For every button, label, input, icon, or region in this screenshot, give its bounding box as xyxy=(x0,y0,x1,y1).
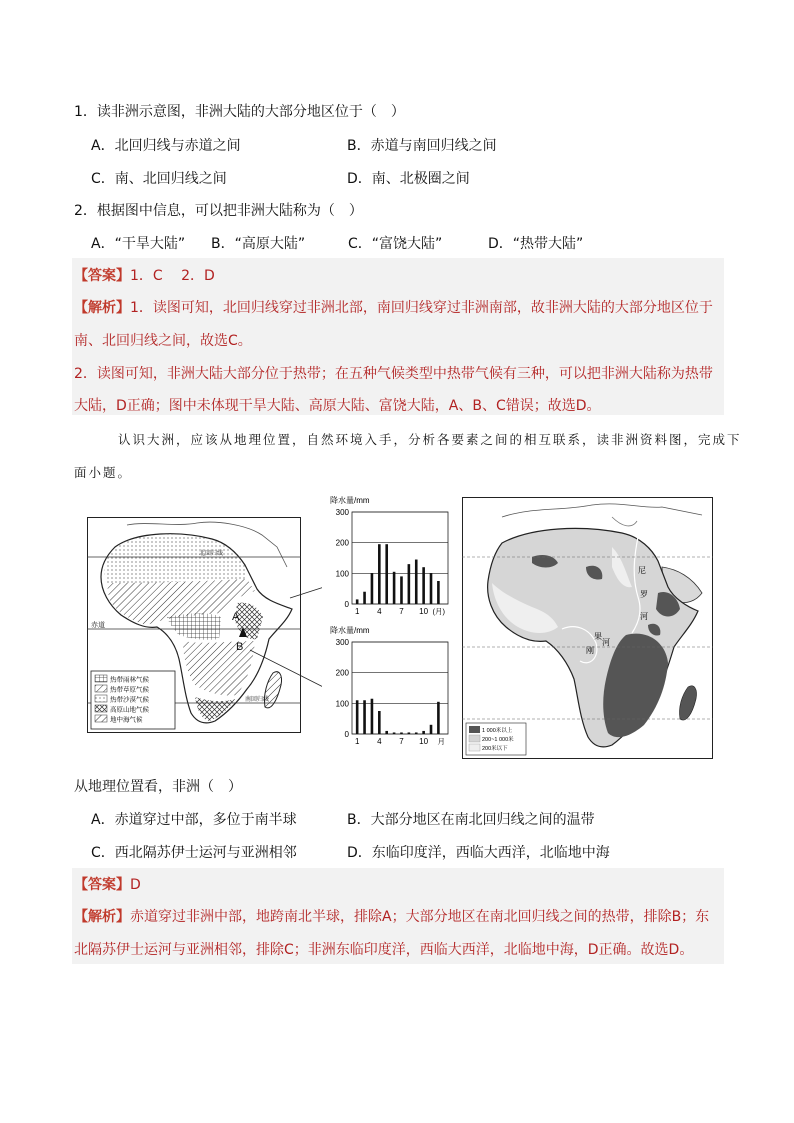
legend-item: 热带草原气候 xyxy=(110,686,149,694)
bar-6 xyxy=(393,732,396,734)
q1-option-b: B．赤道与南回归线之间 xyxy=(347,138,497,154)
river-congo-label: 果 xyxy=(594,632,602,641)
legend-item: 热带沙漠气候 xyxy=(110,696,149,704)
explanation-1-line-1: 【解析】1．读图可知，北回归线穿过非洲北部，南回归线穿过非洲南部，故非洲大陆的大部分地区位于 xyxy=(74,300,713,316)
chart-title: 降水量/mm xyxy=(330,626,370,635)
bar-5 xyxy=(385,544,388,604)
bar-4 xyxy=(378,711,381,734)
chart-title: 降水量/mm xyxy=(330,496,370,505)
y-tick-label: 300 xyxy=(335,638,349,647)
bar-5 xyxy=(385,731,388,734)
bar-10 xyxy=(422,567,425,604)
x-tick-label: 10 xyxy=(419,607,429,616)
river-congo-label: 刚 xyxy=(586,646,594,655)
point-a: A xyxy=(232,611,240,623)
q1-option-d: D．南、北极圈之间 xyxy=(347,171,470,187)
q3-stem: 从地理位置看，非洲（ ） xyxy=(74,779,242,795)
answer-tag: 【答案】 xyxy=(74,877,130,893)
q2-stem: 2．根据图中信息，可以把非洲大陆称为（ ） xyxy=(74,203,363,219)
river-congo-label: 河 xyxy=(602,638,610,647)
bar-7 xyxy=(400,732,403,734)
y-tick-label: 0 xyxy=(344,730,349,739)
bar-8 xyxy=(408,732,411,734)
chart-frame xyxy=(352,642,448,734)
y-tick-label: 100 xyxy=(335,569,349,579)
q2-option-a: A．“干旱大陆” xyxy=(91,236,186,252)
q2-option-c: C．“富饶大陆” xyxy=(348,236,443,252)
equator-label: 赤道 xyxy=(91,622,105,629)
answer-tag: 【答案】 xyxy=(74,268,130,284)
intro-line-2: 面小题。 xyxy=(74,465,133,480)
bar-3 xyxy=(371,573,374,604)
bar-6 xyxy=(393,572,396,604)
legend-item: 1 000米以上 xyxy=(482,728,513,734)
answer-text: 1．C 2．D xyxy=(130,268,215,284)
x-tick-label: 1 xyxy=(354,607,360,616)
chart-frame xyxy=(352,512,448,604)
q3-option-c: C．西北隔苏伊士运河与亚洲相邻 xyxy=(91,845,297,861)
bar-2 xyxy=(363,592,366,604)
bar-9 xyxy=(415,732,418,734)
river-nile-label: 河 xyxy=(640,612,648,621)
point-b: B xyxy=(236,641,244,653)
bar-10 xyxy=(422,731,425,734)
elevation-map xyxy=(462,497,713,759)
y-tick-label: 200 xyxy=(335,538,349,548)
bar-2 xyxy=(363,700,366,734)
bar-11 xyxy=(430,573,433,604)
bar-12 xyxy=(437,702,440,734)
x-axis-label: 月 xyxy=(437,737,445,746)
x-tick-label: 7 xyxy=(399,737,404,746)
legend-item: 地中海气候 xyxy=(110,716,143,724)
river-nile-label: 尼 xyxy=(638,566,646,575)
bar-4 xyxy=(378,544,381,604)
north-tropic-label: 北回归线 xyxy=(199,551,224,557)
answer-text: D xyxy=(130,877,141,893)
explanation-2-line-1: 【解析】赤道穿过非洲中部，地跨南北半球，排除A；大部分地区在南北回归线之间的热带，排除B；东 xyxy=(74,909,710,925)
x-tick-label: 4 xyxy=(377,607,382,616)
explanation-1-line-3: 2．读图可知，非洲大陆大部分位于热带；在五种气候类型中热带气候有三种，可以把非洲大陆称为热带 xyxy=(74,366,713,382)
legend-item: 热带雨林气候 xyxy=(110,676,149,684)
bar-3 xyxy=(371,699,374,734)
y-tick-label: 300 xyxy=(335,508,349,517)
q2-option-d: D．“热带大陆” xyxy=(488,236,584,252)
x-tick-label: 4 xyxy=(377,737,382,746)
bar-12 xyxy=(437,581,440,604)
q1-stem: 1．读非洲示意图，非洲大陆的大部分地区位于（ ） xyxy=(74,104,405,120)
explanation-tag: 【解析】 xyxy=(74,300,130,316)
q3-option-a: A．赤道穿过中部，多位于南半球 xyxy=(91,812,297,828)
legend-item: 200~1 000米 xyxy=(482,737,514,743)
answer-2 xyxy=(74,875,141,895)
legend-item: 200米以下 xyxy=(482,746,508,752)
explanation-2-line-2: 北隔苏伊士运河与亚洲相邻，排除C；非洲东临印度洋，西临大西洋，北临地中海，D正确。故选D。 xyxy=(74,942,694,958)
explanation-1-line-4: 大陆，D正确；图中未体现干旱大陆、高原大陆、富饶大陆，A、B、C错误；故选D。 xyxy=(74,398,601,414)
q1-option-a: A．北回归线与赤道之间 xyxy=(91,138,241,154)
x-axis-label: (月) xyxy=(432,607,445,616)
legend-item: 高原山地气候 xyxy=(110,706,149,714)
precipitation-charts xyxy=(322,492,452,754)
y-tick-label: 200 xyxy=(335,668,349,678)
intro-line-1: 认识大洲，应该从地理位置，自然环境入手，分析各要素之间的相互联系，读非洲资料图，完成下 xyxy=(118,432,742,447)
q3-option-d: D．东临印度洋，西临大西洋，北临地中海 xyxy=(347,845,610,861)
x-tick-label: 10 xyxy=(419,737,429,746)
explanation-tag: 【解析】 xyxy=(74,909,130,925)
explanation-1-line-2: 南、北回归线之间，故选C。 xyxy=(74,333,252,349)
q1-option-c: C．南、北回归线之间 xyxy=(91,171,227,187)
bar-8 xyxy=(408,564,411,604)
bar-11 xyxy=(430,725,433,734)
bar-1 xyxy=(356,599,359,604)
q2-option-b: B．“高原大陆” xyxy=(211,236,306,252)
q3-option-b: B．大部分地区在南北回归线之间的温带 xyxy=(347,812,595,828)
bar-7 xyxy=(400,576,403,604)
x-tick-label: 7 xyxy=(399,607,404,616)
x-tick-label: 1 xyxy=(354,737,360,746)
y-tick-label: 0 xyxy=(344,600,349,609)
bar-1 xyxy=(356,700,359,734)
river-nile-label: 罗 xyxy=(640,590,648,599)
south-tropic-label: 南回归线 xyxy=(245,697,270,703)
bar-9 xyxy=(415,560,418,604)
y-tick-label: 100 xyxy=(335,699,349,709)
